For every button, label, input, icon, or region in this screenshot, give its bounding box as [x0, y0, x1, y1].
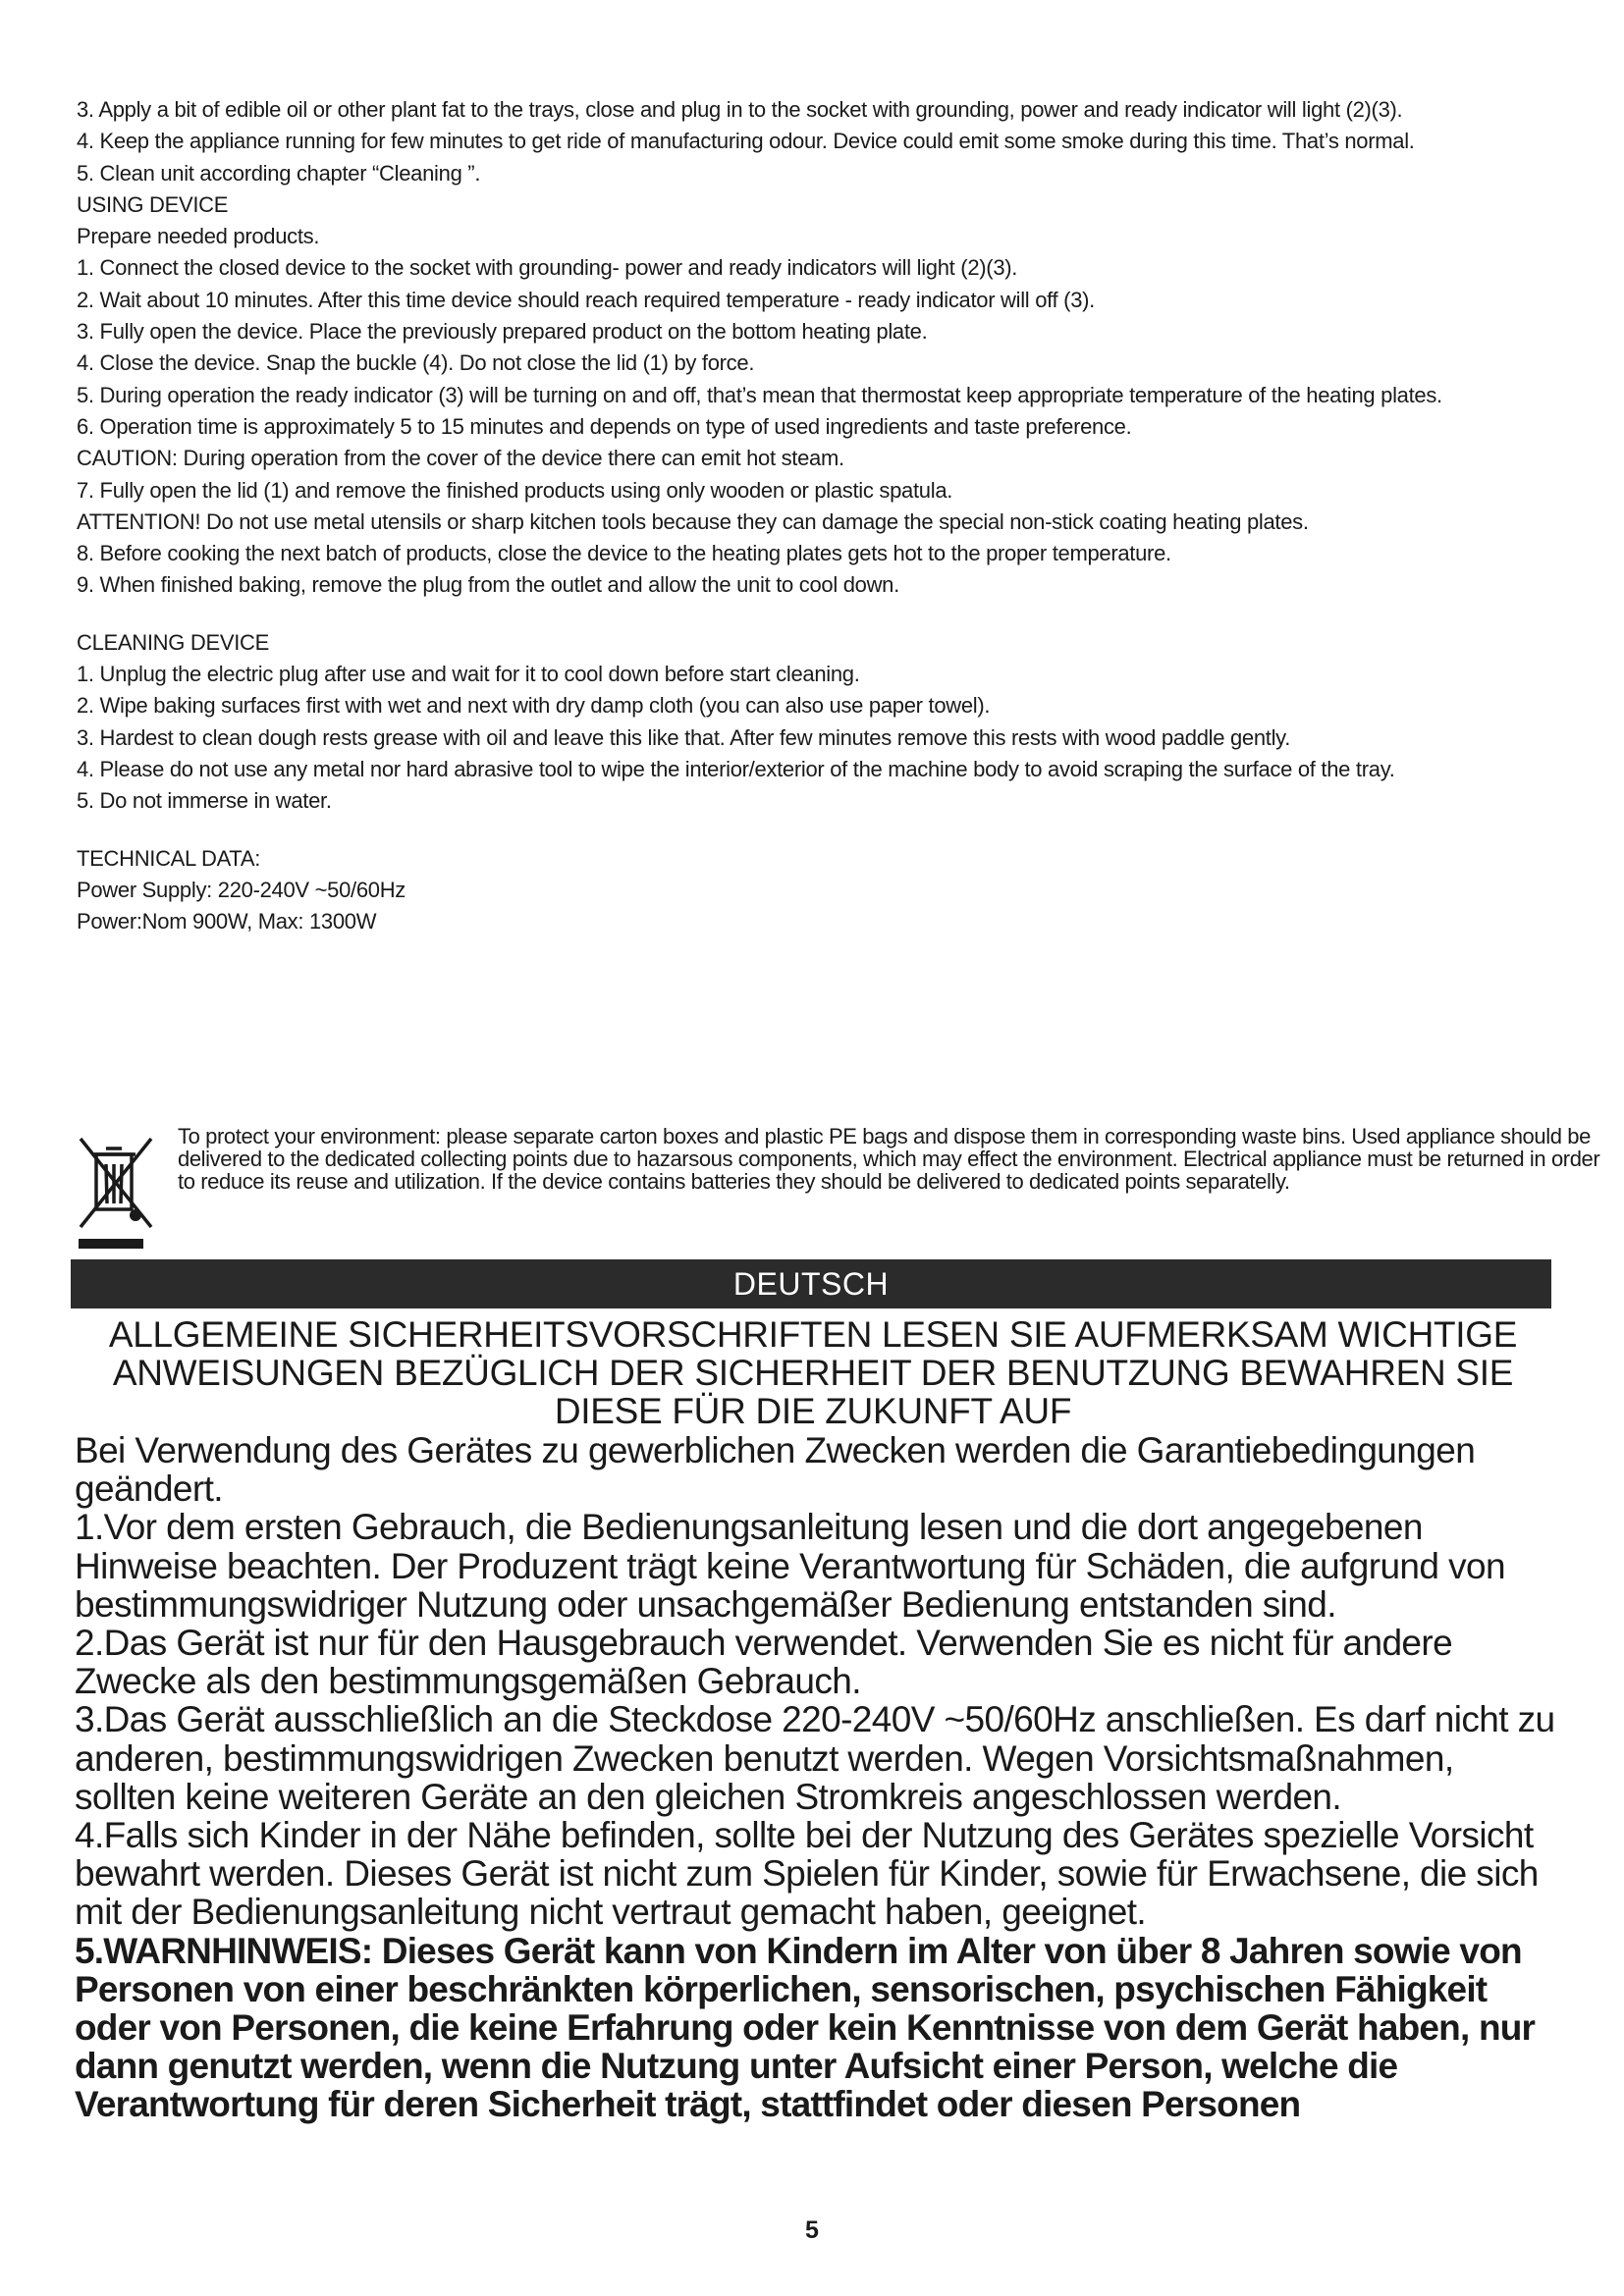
intro-step: 3. Apply a bit of edible oil or other plant fat to the trays, close and plug in to the socket with grounding, power and ready indicator will light (2)(3). — [77, 97, 1403, 122]
using-step: 9. When finished baking, remove the plug from the outlet and allow the unit to cool down. — [77, 572, 899, 598]
environment-text: To protect your environment: please separate carton boxes and plastic PE bags and dispose them in corresponding waste bins. Used appliance should be delivered to the dedicated collecting points due to hazarsous components, which may effect the environment. Electrical appliance must be returned in order to reduce its reuse and utilization. If the device contains batteries they should be delivered to dedicated points separatelly. — [178, 1124, 1600, 1194]
using-device-intro: Prepare needed products. — [77, 224, 320, 249]
german-safety-heading — [77, 1315, 1549, 1430]
technical-data-line: Power:Nom 900W, Max: 1300W — [77, 909, 377, 934]
english-section — [77, 94, 1549, 937]
using-step: 6. Operation time is approximately 5 to 15 minutes and depends on type of used ingredients and taste preference. — [77, 413, 1132, 439]
german-paragraph: 3.Das Gerät ausschließlich an die Steckdose 220-240V ~50/60Hz anschließen. Es darf nicht zu anderen, bestimmungswidrigen Zwecken benutzt werden. Wegen Vorsichtsmaßnahmen, sollten keine weiteren Geräte an den gleichen Stromkreis angeschlossen werden. — [75, 1699, 1555, 1817]
german-paragraph: 2.Das Gerät ist nur für den Hausgebrauch verwendet. Verwenden Sie es nicht für andere Zwecke als den bestimmungsgemäßen Gebrauch. — [75, 1623, 1453, 1702]
using-step: 4. Close the device. Snap the buckle (4). Do not close the lid (1) by force. — [77, 350, 755, 376]
german-paragraph: 4.Falls sich Kinder in der Nähe befinden, sollte bei der Nutzung des Gerätes spezielle Vorsicht bewahrt werden. Dieses Gerät ist nicht zum Spielen für Kinder, sowie für Erwachsene, die sich mit der Bedienungsanleitung nicht vertraut gemacht haben, geeignet. — [75, 1815, 1539, 1933]
cleaning-step: 3. Hardest to clean dough rests grease with oil and leave this like that. After few minutes remove this rests with wood paddle gently. — [77, 724, 1291, 750]
using-step: 8. Before cooking the next batch of products, close the device to the heating plates gets hot to the proper temperature. — [77, 541, 1171, 566]
german-paragraph: 1.Vor dem ersten Gebrauch, die Bedienungsanleitung lesen und die dort angegebenen Hinweise beachten. Der Produzent trägt keine Verantwortung für Schäden, die aufgrund von bestimmungswidriger Nutzung oder unsachgemäßer Bedienung entstanden sind. — [75, 1507, 1505, 1625]
using-step: 2. Wait about 10 minutes. After this time device should reach required temperature - ready indicator will off (3). — [77, 287, 1095, 312]
cleaning-step: 1. Unplug the electric plug after use and wait for it to cool down before start cleaning. — [77, 662, 860, 687]
attention-note: ATTENTION! Do not use metal utensils or sharp kitchen tools because they can damage the special non-stick coating heating plates. — [77, 508, 1309, 534]
intro-step: 5. Clean unit according chapter “Cleaning ”. — [77, 160, 481, 186]
intro-step: 4. Keep the appliance running for few minutes to get ride of manufacturing odour. Device could emit some smoke during this time. That’s normal. — [77, 129, 1415, 154]
german-warning: 5.WARNHINWEIS: Dieses Gerät kann von Kindern im Alter von über 8 Jahren sowie von Personen von einer beschränkten körperlichen, sensorischen, psychischen Fähigkeit oder von Personen, die keine Erfahrung oder kein Kenntnisse von dem Gerät haben, nur dann genutzt werden, wenn die Nutzung unter Aufsicht einer Person, welche die Verantwortung für deren Sicherheit trägt, stattfindet oder diesen Personen — [75, 1930, 1536, 2125]
using-device-title: USING DEVICE — [77, 191, 229, 217]
cleaning-device-title: CLEANING DEVICE — [77, 629, 269, 655]
cleaning-step: 5. Do not immerse in water. — [77, 788, 332, 814]
technical-data-title: TECHNICAL DATA: — [77, 845, 261, 871]
spacer — [77, 818, 1549, 843]
cleaning-step: 4. Please do not use any metal nor hard abrasive tool to wipe the interior/exterior of the machine body to avoid scraping the surface of the tray. — [77, 756, 1395, 781]
caution-note: CAUTION: During operation from the cover of the device there can emit hot steam. — [77, 446, 844, 471]
using-step: 5. During operation the ready indicator (3) will be turning on and off, that’s mean that thermostat keep appropriate temperature of the heating plates. — [77, 382, 1442, 407]
using-step: 7. Fully open the lid (1) and remove the finished products using only wooden or plastic spatula. — [77, 477, 953, 503]
using-step: 3. Fully open the device. Place the previously prepared product on the bottom heating plate. — [77, 319, 928, 345]
german-section — [75, 1431, 1555, 2124]
heading-line: ALLGEMEINE SICHERHEITSVORSCHRIFTEN LESEN SIE AUFMERKSAM WICHTIGE — [108, 1314, 1518, 1355]
german-paragraph: Bei Verwendung des Gerätes zu gewerblichen Zwecken werden die Garantiebedingungen geändert. — [75, 1430, 1476, 1510]
heading-line: ANWEISUNGEN BEZÜGLICH DER SICHERHEIT DER BENUTZUNG BEWAHREN SIE — [112, 1353, 1514, 1393]
environment-notice — [77, 1124, 1600, 1253]
technical-data-line: Power Supply: 220-240V ~50/60Hz — [77, 877, 406, 902]
cleaning-step: 2. Wipe baking surfaces first with wet and next with dry damp cloth (you can also use paper towel). — [77, 693, 991, 719]
using-step: 1. Connect the closed device to the socket with grounding- power and ready indicators will light (2)(3). — [77, 255, 1018, 281]
language-section-bar: DEUTSCH — [71, 1259, 1551, 1308]
heading-line: DIESE FÜR DIE ZUKUNFT AUF — [554, 1391, 1072, 1431]
spacer — [77, 602, 1549, 627]
crossed-out-wheelie-bin-icon — [77, 1125, 157, 1253]
page-number: 5 — [805, 2216, 819, 2244]
